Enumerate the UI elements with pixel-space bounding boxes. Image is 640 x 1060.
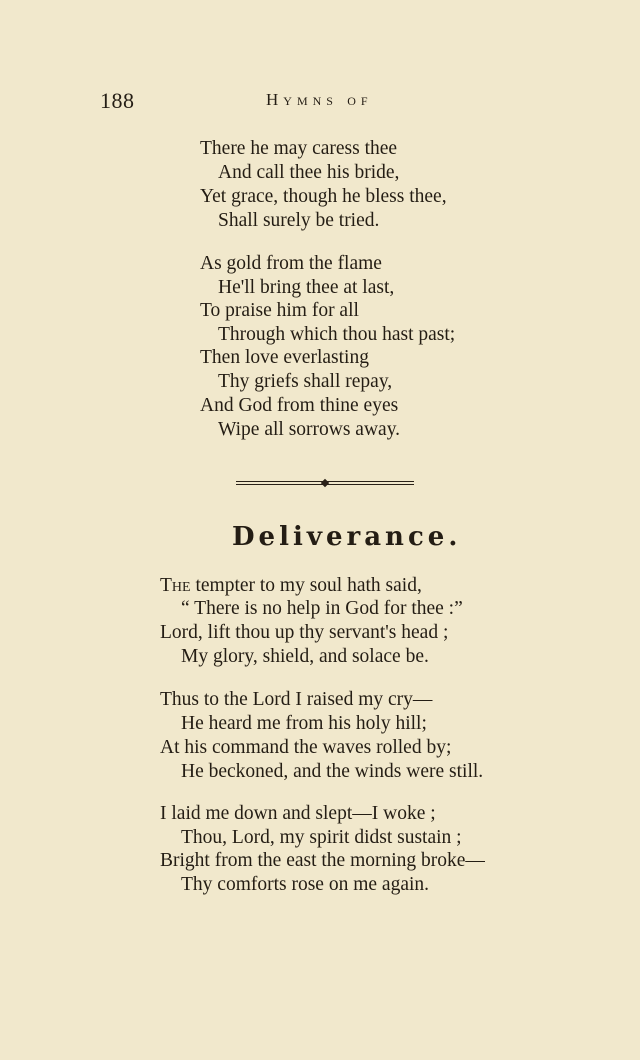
verse-line: “ There is no help in God for thee :” — [181, 598, 463, 619]
verse-line: There he may caress thee — [200, 138, 398, 159]
verse-line — [160, 574, 422, 598]
verse-line: Yet grace, though he bless thee, — [200, 186, 447, 207]
verse-line: Through which thou hast past; — [218, 324, 456, 345]
running-head: Hymns of — [266, 90, 373, 109]
verse-line: Thy comforts rose on me again. — [181, 874, 430, 895]
verse-line: Shall surely be tried. — [218, 210, 380, 231]
section-divider — [236, 480, 414, 486]
verse-line: Wipe all sorrows away. — [218, 419, 401, 440]
verse-line: And God from thine eyes — [200, 395, 399, 416]
section-title: Deliverance. — [232, 522, 462, 552]
verse-line: Thou, Lord, my spirit didst sustain ; — [181, 827, 462, 848]
verse-line: My glory, shield, and solace be. — [181, 646, 429, 667]
verse-line: Then love everlasting — [200, 347, 369, 368]
verse-line: Bright from the east the morning broke— — [160, 850, 485, 871]
verse-line: He beckoned, and the winds were still. — [181, 761, 484, 782]
initial-word: The — [160, 575, 191, 596]
verse-line: Thy griefs shall repay, — [218, 371, 393, 392]
verse-line: Thus to the Lord I raised my cry— — [160, 689, 433, 710]
verse-line: At his command the waves rolled by; — [160, 737, 452, 758]
verse-line: I laid me down and slept—I woke ; — [160, 803, 436, 824]
verse-line: Lord, lift thou up thy servant's head ; — [160, 622, 449, 643]
page-number: 188 — [100, 88, 135, 113]
verse-line: And call thee his bride, — [218, 162, 400, 183]
verse-line: To praise him for all — [200, 300, 359, 321]
verse-line: As gold from the flame — [200, 253, 382, 274]
verse-line-text: tempter to my soul hath said, — [190, 575, 422, 596]
verse-line: He heard me from his holy hill; — [181, 713, 427, 734]
verse-line: He'll bring thee at last, — [218, 277, 395, 298]
